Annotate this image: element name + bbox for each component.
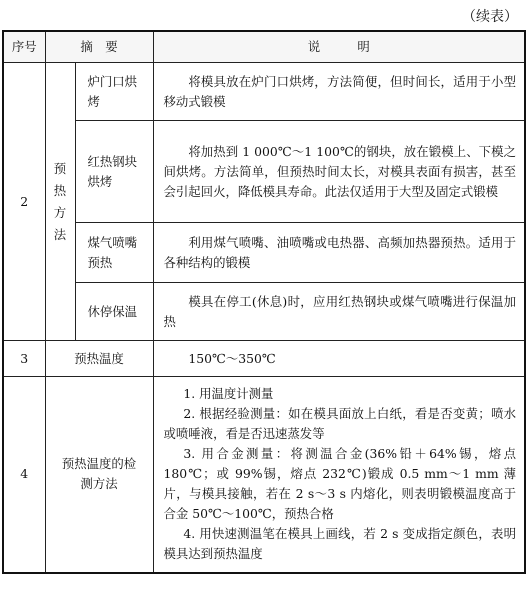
description-list — [153, 377, 525, 573]
table-row — [3, 377, 525, 573]
description: 模具在停工(休息)时，应用红热钢块或煤气喷嘴进行保温加热 — [153, 283, 525, 341]
header-explain: 说 明 — [153, 31, 525, 63]
row-number: 3 — [3, 341, 45, 377]
sub-label: 红热钢块烘烤 — [75, 121, 153, 223]
sub-label: 煤气喷嘴预热 — [75, 223, 153, 283]
list-item: 1. 用温度计测量 — [183, 386, 274, 402]
table-row — [3, 63, 525, 121]
description: 将加热到 1 000℃～1 100℃的钢块，放在锻模上、下模之间烘烤。方法简单，但预热时间太长，对模具表面有损害，甚至会引起回火，降低模具寿命。此法仅适用于大型及固定式锻模 — [153, 121, 525, 223]
group-char: 法 — [53, 226, 67, 242]
group-label — [45, 63, 75, 341]
row-number: 2 — [3, 63, 45, 341]
header-row — [3, 31, 525, 63]
table-row — [3, 121, 525, 223]
list-item: 4. 用快速测温笔在模具上画线，若 2 s 变成指定颜色，表明模具达到预热温度 — [163, 526, 517, 562]
table-row — [3, 283, 525, 341]
description: 150℃～350℃ — [153, 341, 525, 377]
group-char: 预 — [53, 160, 67, 176]
description: 利用煤气喷嘴、油喷嘴或电热器、高频加热器预热。适用于各种结构的锻模 — [153, 223, 525, 283]
sub-label: 休停保温 — [75, 283, 153, 341]
data-table — [2, 30, 526, 574]
list-item: 3. 用合金测量：将测温合金(36%铅＋64%锡，熔点180℃；或 99%锡，熔点 232℃)锻成 0.5 mm～1 mm 薄片，与模具接触，若在 2 s～3 s 内熔化，则表明锻模温度高于合金 50℃～100℃，预热合格 — [163, 446, 517, 522]
sub-label: 炉门口烘烤 — [75, 63, 153, 121]
header-no: 序号 — [3, 31, 45, 63]
header-summary: 摘 要 — [45, 31, 153, 63]
group-char: 方 — [53, 204, 67, 220]
list-item: 2. 根据经验测量：如在模具面放上白纸，看是否变黄；喷水或喷唾液，看是否迅速蒸发等 — [163, 406, 517, 442]
summary-label: 预热温度的检测方法 — [45, 377, 153, 573]
description: 将模具放在炉门口烘烤，方法简便，但时间长，适用于小型移动式锻模 — [153, 63, 525, 121]
group-char: 热 — [53, 182, 67, 198]
summary-label: 预热温度 — [45, 341, 153, 377]
continued-label: （续表） — [462, 9, 518, 25]
table-row — [3, 341, 525, 377]
table-row — [3, 223, 525, 283]
row-number: 4 — [3, 377, 45, 573]
